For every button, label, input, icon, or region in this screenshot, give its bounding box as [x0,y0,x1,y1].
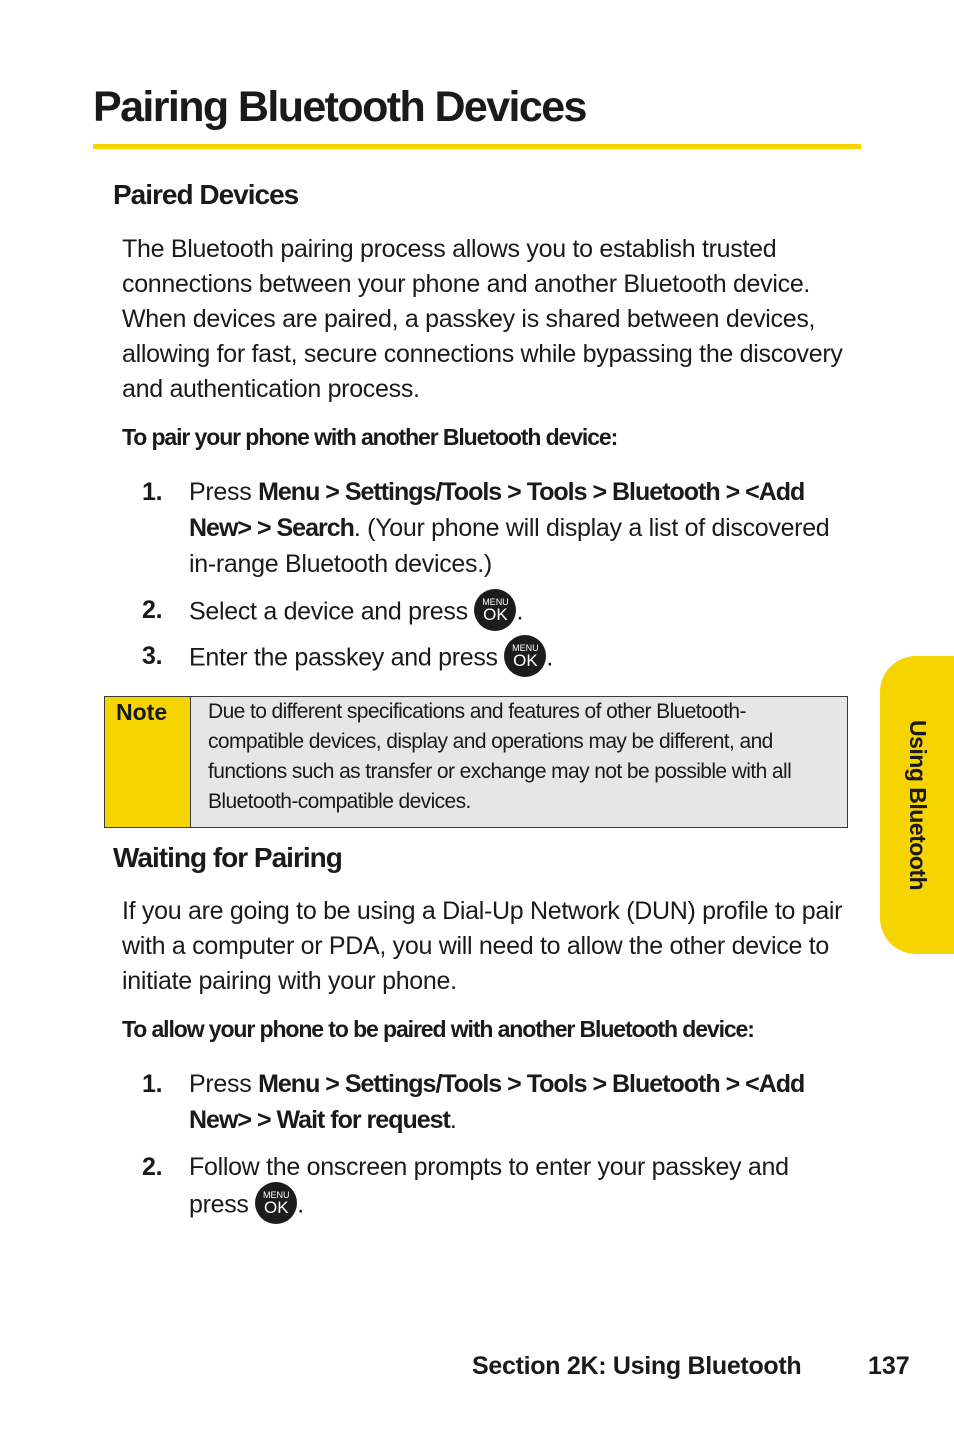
step-text: Select a device and press MENU OK . [189,592,842,634]
step-text: Press Menu > Settings/Tools > Tools > Bluetooth > <Add New> > Search. (Your phone will display a list of discovered in-range Bluetooth devices.) [189,478,830,578]
title-rule [93,144,861,149]
pair-step-2 [142,592,842,634]
menu-path: Menu > Settings/Tools > Tools > Bluetooth > <Add New> > Search [189,478,805,542]
note-text: Due to different specifications and features of other Bluetooth-compatible devices, display and operations may be different, and functions such as transfer or exchange may not be possible with all Bluetooth-compatible devices. [208,700,792,813]
step-number: 3. [142,642,163,670]
step-number: 1. [142,478,163,506]
page-title: Pairing Bluetooth Devices [93,83,586,131]
pair-procedure-intro: To pair your phone with another Bluetooth device: [122,424,618,450]
step-text: Enter the passkey and press MENU OK . [189,638,842,680]
paired-devices-heading: Paired Devices [113,179,299,210]
menu-ok-key-icon: MENU OK [504,635,546,677]
allow-step-2 [142,1149,842,1227]
menu-ok-key-icon: MENU OK [474,589,516,631]
menu-ok-key-icon: MENU OK [255,1182,297,1224]
step-text: Follow the onscreen prompts to enter your passkey and press MENU OK . [189,1149,842,1227]
step-number: 2. [142,1153,163,1181]
waiting-for-pairing-body: If you are going to be using a Dial-Up Network (DUN) profile to pair with a computer or PDA, you will need to allow the other device to initiate pairing with your phone. [122,897,843,995]
side-tab [880,656,954,954]
pair-step-1 [142,474,842,582]
allow-procedure-intro: To allow your phone to be paired with another Bluetooth device: [122,1016,754,1042]
menu-path: Menu > Settings/Tools > Tools > Bluetooth > <Add New> > Wait for request [189,1070,805,1134]
footer-section: Section 2K: Using Bluetooth [472,1352,802,1380]
step-number: 1. [142,1070,163,1098]
paired-devices-body: The Bluetooth pairing process allows you to establish trusted connections between your phone and another Bluetooth device. When devices are paired, a passkey is shared between devices, allowing for fast, secure connections while bypassing the discovery and authentication process. [122,235,843,403]
page-number: 137 [868,1352,910,1380]
note-box [104,696,848,828]
side-tab-label: Using Bluetooth [905,719,931,891]
waiting-for-pairing-heading: Waiting for Pairing [113,842,342,873]
note-label-cell [105,697,191,827]
step-text: Press Menu > Settings/Tools > Tools > Bluetooth > <Add New> > Wait for request. [189,1070,805,1134]
allow-step-1 [142,1066,842,1138]
step-number: 2. [142,596,163,624]
pair-step-3 [142,638,842,680]
note-label: Note [116,699,168,725]
